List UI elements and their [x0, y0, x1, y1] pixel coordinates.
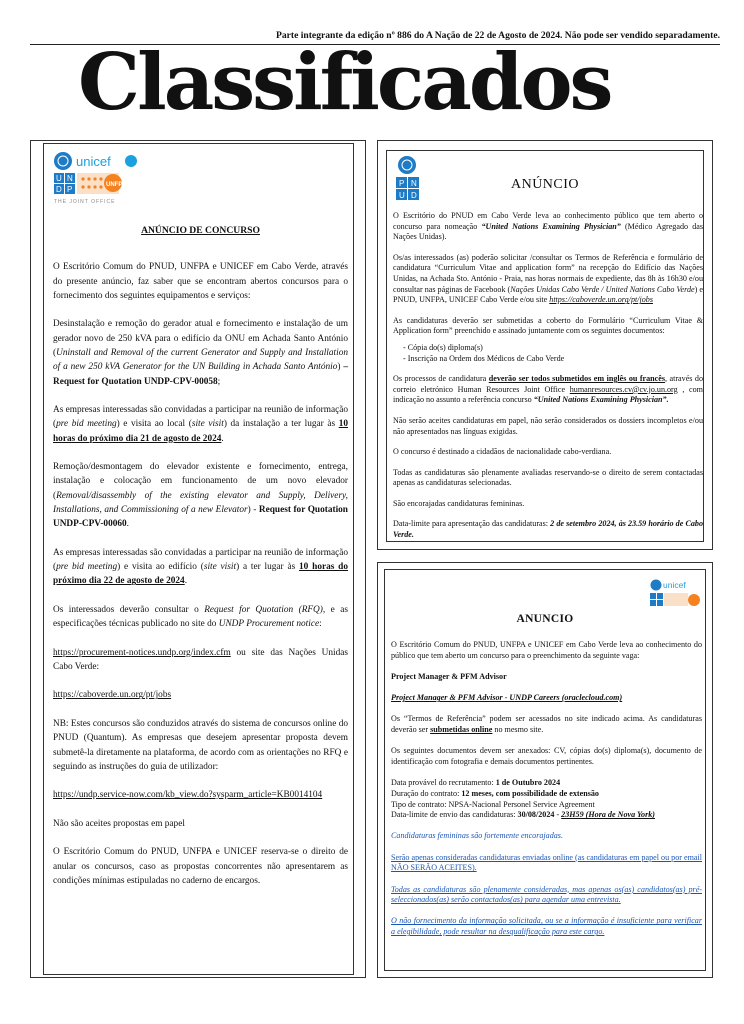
rt-jobs-link[interactable]: https://caboverde.un.org/pt/jobs [549, 295, 653, 305]
unicef-wordmark: unicef [76, 154, 111, 169]
rb-shortlist: Todas as candidaturas são plenamente consideradas, mas apenas os(as) candidatos(as) pré-seleccionados(as) serão contactados(as) para agendar uma entrevista. [391, 884, 702, 905]
joint-office-logo-small [650, 578, 702, 616]
rt-email-link[interactable]: humanresources.cv@cv.jo.un.org [569, 384, 678, 394]
joint-office-logo [53, 150, 141, 206]
rt-no-paper: Não serão aceites candidaturas em papel, não serão considerados os dossiers incompletos e/ou não apresentados nas línguas exigidas. [393, 415, 703, 436]
svg-text:UNFPA: UNFPA [106, 182, 127, 188]
rt-doc-item: - Inscrição na Ordem dos Médicos de Cabo Verde [403, 353, 565, 363]
left-ad-content [53, 224, 348, 902]
left-consult: Os interessados deverão consultar o Request for Quotation (RFQ), e as especificações técnicas publicado no site do UNDP Procurement notice: [53, 604, 348, 630]
left-ad-heading: ANÚNCIO DE CONCURSO [141, 225, 260, 236]
rb-details [391, 778, 702, 821]
left-item-elevator: Remoção/desmontagem do elevador existente e fornecimento, entrega, instalação e colocação em funcionamento de um novo elevador (Removal/disassembly of the existing elevator and Supply, Delivery, Installations, and Commissioning of a new Elevator) - Request for Quotation UNDP-CPV-00060. [53, 462, 348, 530]
svg-text:N: N [67, 174, 73, 183]
left-no-paper: Não são aceites propostas em papel [53, 818, 185, 829]
right-bottom-content [391, 640, 702, 948]
svg-text:THE JOINT OFFICE: THE JOINT OFFICE [54, 199, 116, 205]
left-visit-elevator: As empresas interessadas são convidadas a participar na reunião de informação (pre bid meeting) e visita ao edifício (site visit) a ter lugar às 10 horas do próximo dia 22 de agosto de 2024. [53, 547, 348, 587]
rb-contract-type: Tipo de contrato: NPSA-Nacional Personel Service Agreement [391, 799, 595, 809]
svg-text:D: D [411, 191, 417, 200]
un-emblem-icon [651, 580, 662, 591]
rt-evaluation: Todas as candidaturas são plenamente avaliadas reservando-se o direito de serem contactadas apenas as candidaturas selecionadas. [393, 467, 703, 488]
svg-text:P: P [67, 185, 73, 194]
rt-doc-item: - Cópia do(s) diploma(s) [403, 342, 483, 352]
rb-women: Candidaturas femininas são fortemente encorajadas. [391, 831, 563, 841]
rt-consult: Os/as interessados (as) poderão solicitar /consultar os Termos de Referência e formulário de candidatura “Curriculum Vitae and application form” na recepção do Edifício das Nações Unidas, na Achada Sto. António - Praia, nas horas normais de expediente, das 8h às 16h30 e/ou consultar nas páginas de Facebook (Nações Unidas Cabo Verde / United Nations Cabo Verde) e PNUD, UNFPA, UNICEF Cabo Verde e/ou site https://caboverde.un.org/pt/jobs [393, 252, 703, 305]
rb-tor: Os “Termos de Referência” podem ser acessados no site indicado acima. As candidaturas deverão ser submetidas online no mesmo site. [391, 714, 702, 735]
rb-deadline: Data-limite de envio das candidaturas: 30/08/2024 - 23H59 (Hora de Nova York) [391, 810, 655, 820]
un-emblem-icon [54, 152, 72, 170]
left-kb-link-para [53, 788, 348, 802]
rb-duration: Duração do contrato: 12 meses, com possibilidade de extensão [391, 788, 599, 798]
rt-women: São encorajadas candidaturas femininas. [393, 498, 525, 508]
caboverde-jobs-link[interactable]: https://caboverde.un.org/pt/jobs [53, 690, 172, 701]
rt-doc-list [393, 343, 703, 364]
rb-documents: Os seguintes documentos devem ser anexados: CV, cópias do(s) diploma(s), documento de identificação com fotografia e demais documentos pertinentes. [391, 746, 702, 766]
left-nb: NB: Estes concursos são conduzidos através do sistema de concursos online do PNUD (Quantum). As empresas que desejem apresentar proposta devem submetê-la diretamente na plataforma, de acordo com as orientações no RFQ e seguindo as instruções do guia de utilizador: [53, 718, 348, 772]
un-emblem-icon [398, 156, 416, 174]
left-jobs-link-para [53, 688, 348, 702]
edition-note: Parte integrante da edição nº 886 do A Nação de 22 de Agosto de 2024. Não pode ser vendido separadamente. [275, 30, 720, 41]
svg-text:P: P [399, 179, 405, 188]
rt-intro: O Escritório do PNUD em Cabo Verde leva ao conhecimento público que tem aberto o concurso para nomeação “United Nations Examining Physician” (Médico Agregado das Nações Unidas). [393, 211, 703, 242]
rt-submission: As candidaturas deverão ser submetidas a coberto do Formulário “Curriculum Vitae & Application form” preenchido e assinado juntamente com os seguintes documentos: [393, 315, 703, 336]
svg-text:U: U [399, 191, 405, 200]
rb-intro: O Escritório Comum do PNUD, UNFPA e UNICEF em Cabo Verde leva ao conhecimento do público que tem aberto um concurso para o preenchimento da seguinte vaga: [391, 640, 702, 660]
left-item-generator: Desinstalação e remoção do gerador atual e fornecimento e instalação de um gerador novo de 250 kVA para o edifício da ONU em Achada Santo António (Uninstall and Removal of the current Generator and Supply and Installation of a new 250 kVA Generator for the UN Building in Achada Santo António) – Request for Quotation UNDP-CPV-00058; [53, 319, 348, 387]
rb-position: Project Manager & PFM Advisor [391, 671, 507, 681]
svg-text:U: U [56, 174, 62, 183]
rb-careers-link[interactable]: Project Manager & PFM Advisor - UNDP Careers (oraclecloud.com) [391, 693, 623, 703]
procurement-link[interactable]: https://procurement-notices.undp.org/index.cfm [53, 647, 231, 658]
servicenow-kb-link[interactable]: https://undp.service-now.com/kb_view.do?sysparm_article=KB0014104 [53, 790, 323, 801]
rt-language: Os processos de candidatura deverão ser todos submetidos em inglês ou francês, através do correio eletrónico Human Resources Joint Office humanresources.cv@cv.jo.un.org , com indicação no assunto a referência concurso “United Nations Examining Physician”. [393, 374, 704, 405]
right-bottom-title: ANUNCIO [516, 613, 574, 625]
svg-text:N: N [411, 179, 417, 188]
unfpa-emblem-icon [688, 594, 700, 606]
left-procurement-link-para: https://procurement-notices.undp.org/index.cfm ou site das Nações Unidas Cabo Verde: [53, 647, 348, 672]
rb-online-only: Serão apenas consideradas candidaturas enviadas online (as candidaturas em papel ou por email NÃO SERÃO ACEITES). [391, 852, 702, 873]
left-visit-generator: As empresas interessadas são convidadas a participar na reunião de informação (pre bid meeting) e visita ao local (site visit) da instalação a ter lugar às 10 horas do próximo dia 21 de agosto de 2024. [53, 405, 348, 444]
svg-text:unicef: unicef [663, 580, 686, 590]
svg-text:D: D [56, 185, 62, 194]
page-title: Classificados [78, 37, 611, 128]
rb-recruitment-date: Data provável do recrutamento: 1 de Outubro 2024 [391, 778, 561, 788]
right-top-title: ANÚNCIO [510, 177, 580, 192]
left-reserve: O Escritório Comum do PNUD, UNFPA e UNICEF reserva-se o direito de anular os concursos, caso as propostas concorrentes não apresentarem as condições mínimas estipuladas no caderno de encargos. [53, 847, 348, 886]
rb-careers-link-para [391, 693, 702, 704]
rt-nationality: O concurso é destinado a cidadãos de nacionalidade cabo-verdiana. [393, 447, 612, 457]
left-intro: O Escritório Comum do PNUD, UNFPA e UNICEF em Cabo Verde, através do presente anúncio, faz saber que se encontram abertos concursos para o fornecimento dos seguintes equipamentos e serviços: [53, 262, 348, 301]
right-top-content [393, 211, 703, 551]
rt-deadline: Data-limite para apresentação das candidaturas: 2 de setembro 2024, às 23.59 horário de Cabo Verde. [393, 519, 703, 540]
rb-eligibility: O não fornecimento da informação solicitada, ou se a informação é insuficiente para verificar a elegibilidade, pode resultar na desqualificação para este cargo. [391, 916, 702, 937]
